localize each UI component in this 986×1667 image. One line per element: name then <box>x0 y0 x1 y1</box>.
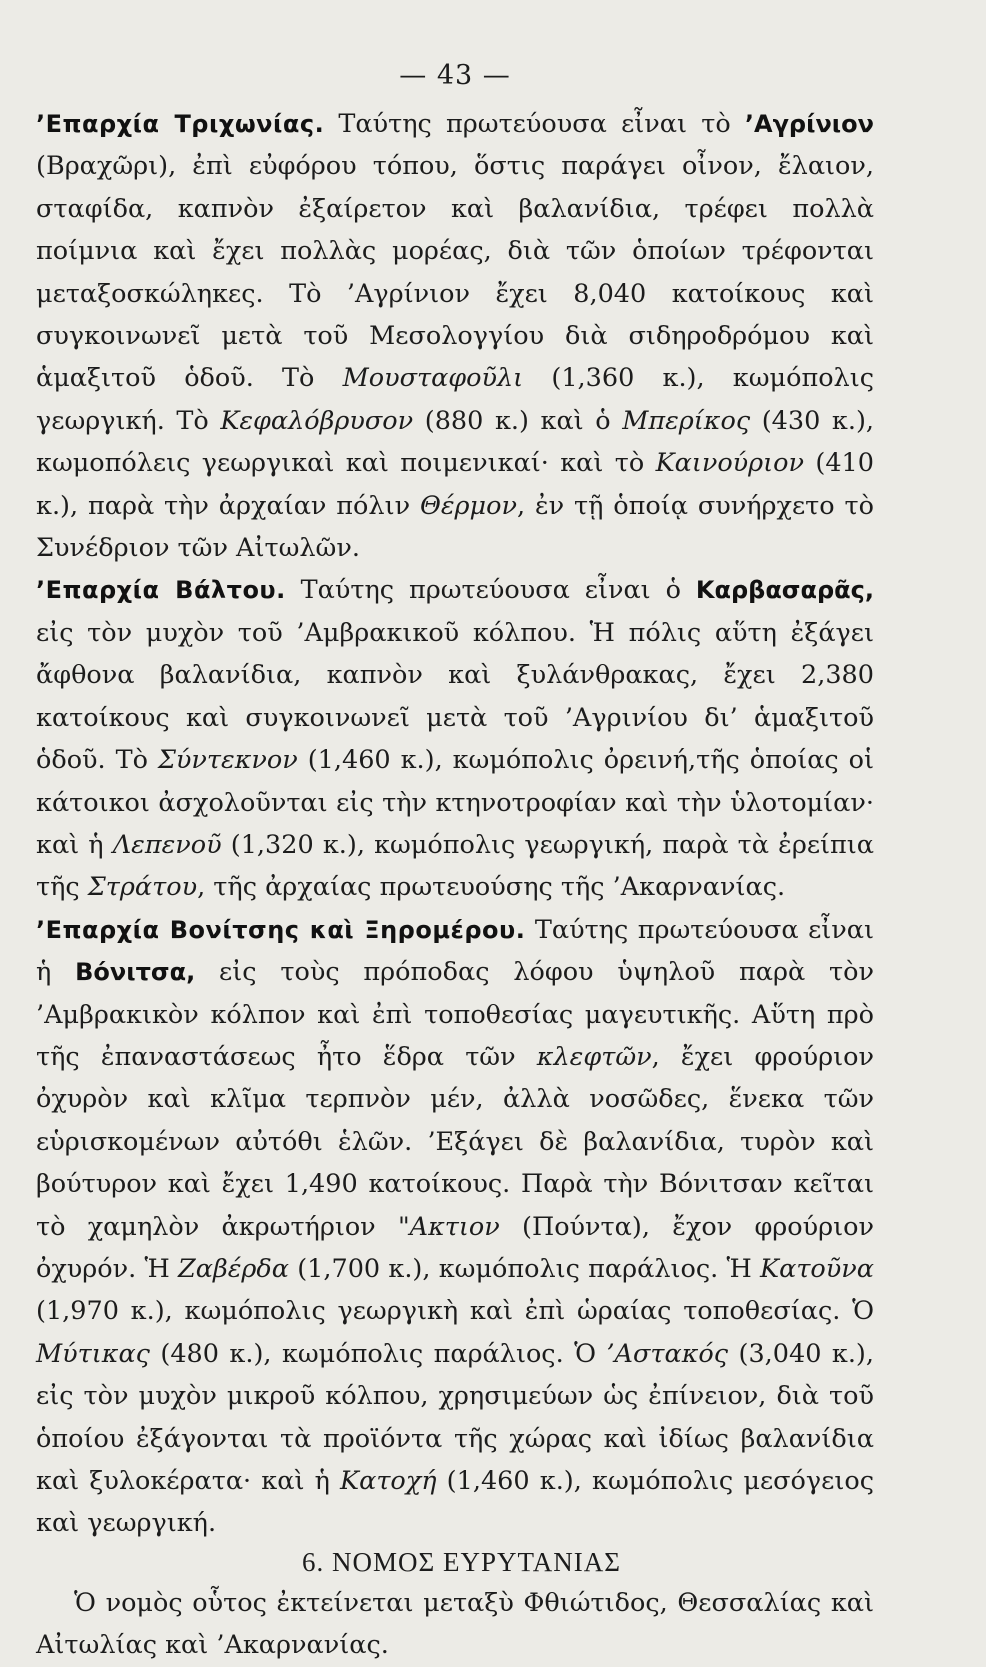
body-text: (410 κ.), παρὰ τὴν ἀρχαίαν πόλιν <box>36 448 874 521</box>
body-text: (1,360 κ.), κωμόπολις γεωργική. Τὸ <box>36 363 875 436</box>
section-title-evrytania: 6. ΝΟΜΟΣ ΕΥΡΥΤΑΝΙΑΣ <box>302 1546 622 1577</box>
body-text: εἰς τοὺς πρόποδας λόφου ὑψηλοῦ παρὰ τὸν ’Αμβρακικὸν κόλπον καὶ ἐπὶ τοποθεσίας μαγευτικῆς. Αὕτη πρὸ τῆς ἐπαναστάσεως ἦτο ἕδρα τῶν <box>36 957 874 1072</box>
place-name: Ζαβέρδα <box>178 1253 289 1284</box>
body-text: , ἔχει φρούριον ὀχυρὸν καὶ κλῖμα τερπνὸν μέν, ἀλλὰ νοσῶδες, ἕνεκα τῶν εὑρισκομένων αὐτόθι ἑλῶν. ’Εξάγει δὲ βαλανίδια, τυρὸν καὶ βούτυρον καὶ ἔχει 1,490 κατοίκους. Παρὰ τὴν Βόνιτσαν κεῖται τὸ χαμηλὸν ἀκρωτήριον <box>36 1041 874 1242</box>
place-name: Κατοῦνα <box>760 1253 874 1284</box>
body-text: (1,460 κ.), κωμόπολις μεσόγειος καὶ γεωργική. <box>36 1466 874 1539</box>
place-name: Θέρμον <box>419 490 517 521</box>
place-name: Κεφαλόβρυσον <box>220 405 414 436</box>
body-text: , ἐν τῇ ὁποίᾳ συνήρχετο τὸ Συνέδριον τῶν Αἰτωλῶν. <box>36 490 874 564</box>
body-text: (Βραχῶρι), ἐπὶ εὐφόρου τόπου, ὅστις παράγει οἶνον, ἔλαιον, σταφίδα, καπνὸν ἐξαίρετον καὶ βαλανίδια, τρέφει πολλὰ ποίμνια καὶ ἔχει πολλὰς μορέας, διὰ τῶν ὁποίων τρέφονται μεταξοσκώληκες. Τὸ ’Αγρίνιον ἔχει 8,040 κατοίκους καὶ συγκοινωνεῖ μετὰ τοῦ Μεσολογγίου διὰ σιδηροδρόμου καὶ ἁμαξιτοῦ ὁδοῦ. Τὸ <box>36 151 874 394</box>
place-name: ’Αστακός <box>606 1338 729 1369</box>
body-text: Ταύτης πρωτεύουσα εἶναι ἡ <box>36 914 874 988</box>
place-name: κλεφτῶν <box>536 1041 652 1072</box>
capital-name: Βόνιτσα, <box>75 958 196 987</box>
body-text: Ταύτης πρωτεύουσα εἶναι ὁ <box>285 575 696 606</box>
page-number: — 43 — <box>399 60 511 91</box>
body-text: (3,040 κ.), εἰς τὸν μυχὸν μικροῦ κόλπου, χρησιμεύων ὡς ἐπίνειον, διὰ τοῦ ὁποίου ἐξάγονται τὰ προϊόντα τῆς χώρας καὶ ἰδίως βαλανίδια καὶ ξυλοκέρατα· καὶ ἡ <box>36 1338 874 1496</box>
section-heading: ’Επαρχία Βονίτσης καὶ Ξηρομέρου. <box>36 915 526 944</box>
body-text: (1,970 κ.), κωμόπολις γεωργικὴ καὶ ἐπὶ ὡραίας τοποθεσίας. Ὁ <box>36 1296 874 1327</box>
body-text: (1,460 κ.), κωμόπολις ὀρεινή,τῆς ὁποίας οἱ κάτοικοι ἀσχολοῦνται εἰς τὴν κτηνοτροφίαν καὶ τὴν ὑλοτομίαν· καὶ ἡ <box>36 745 874 860</box>
paragraph-vonitsa <box>36 909 874 1545</box>
body-text: (880 κ.) καὶ ὁ <box>413 405 623 436</box>
body-text: (Πούντα), ἔχον φρούριον ὀχυρόν. Ἡ <box>36 1211 874 1284</box>
place-name: Μύτικας <box>36 1338 150 1369</box>
body-text: , τῆς ἀρχαίας πρωτευούσης τῆς ’Ακαρνανίας. <box>197 872 786 903</box>
section-heading: ’Επαρχία Τριχωνίας. <box>36 110 325 138</box>
place-name: "Ακτιον <box>397 1211 500 1242</box>
place-name: Σύντεκνον <box>157 745 298 776</box>
place-name: Καινούριον <box>655 448 805 479</box>
paragraph-trichonia <box>36 103 874 569</box>
paragraph-valtos <box>36 569 874 908</box>
body-text: Ταύτης πρωτεύουσα εἶναι τὸ <box>324 109 745 139</box>
place-name: Μπερίκος <box>622 405 751 436</box>
place-name: Κατοχή <box>340 1466 437 1496</box>
place-name: Μουσταφοῦλι <box>342 363 524 394</box>
body-text: (1,320 κ.), κωμόπολις γεωργική, παρὰ τὰ ἐρείπια τῆς <box>36 829 875 903</box>
section-heading: ’Επαρχία Βάλτου. <box>36 576 286 605</box>
paragraph-evrytania <box>36 1582 874 1667</box>
place-name: Στράτου <box>87 872 198 903</box>
body-text: (430 κ.), κωμοπόλεις γεωργικαὶ καὶ ποιμενικαί· καὶ τὸ <box>36 405 874 479</box>
body-text: (1,700 κ.), κωμόπολις παράλιος. Ἡ <box>288 1253 761 1284</box>
body-text: (480 κ.), κωμόπολις παράλιος. Ὁ <box>149 1338 607 1369</box>
capital-name: ’Αγρίνιον <box>744 110 874 138</box>
closing-text: Ὁ νομὸς οὗτος ἐκτείνεται μεταξὺ Φθιώτιδος, Θεσσαλίας καὶ Αἰτωλίας καὶ ’Ακαρνανίας. <box>36 1587 874 1661</box>
capital-name: Καρβασαρᾶς, <box>695 576 874 605</box>
body-text: εἰς τὸν μυχὸν τοῦ ’Αμβρακικοῦ κόλπου. Ἡ πόλις αὕτη ἐξάγει ἄφθονα βαλανίδια, καπνὸν καὶ ξυλάνθρακας, ἔχει 2,380 κατοίκους καὶ συγκοινωνεῖ μετὰ τοῦ ’Αγρινίου δι’ ἁμαξιτοῦ ὁδοῦ. Τὸ <box>36 617 874 776</box>
place-name: Λεπενοῦ <box>112 829 222 860</box>
